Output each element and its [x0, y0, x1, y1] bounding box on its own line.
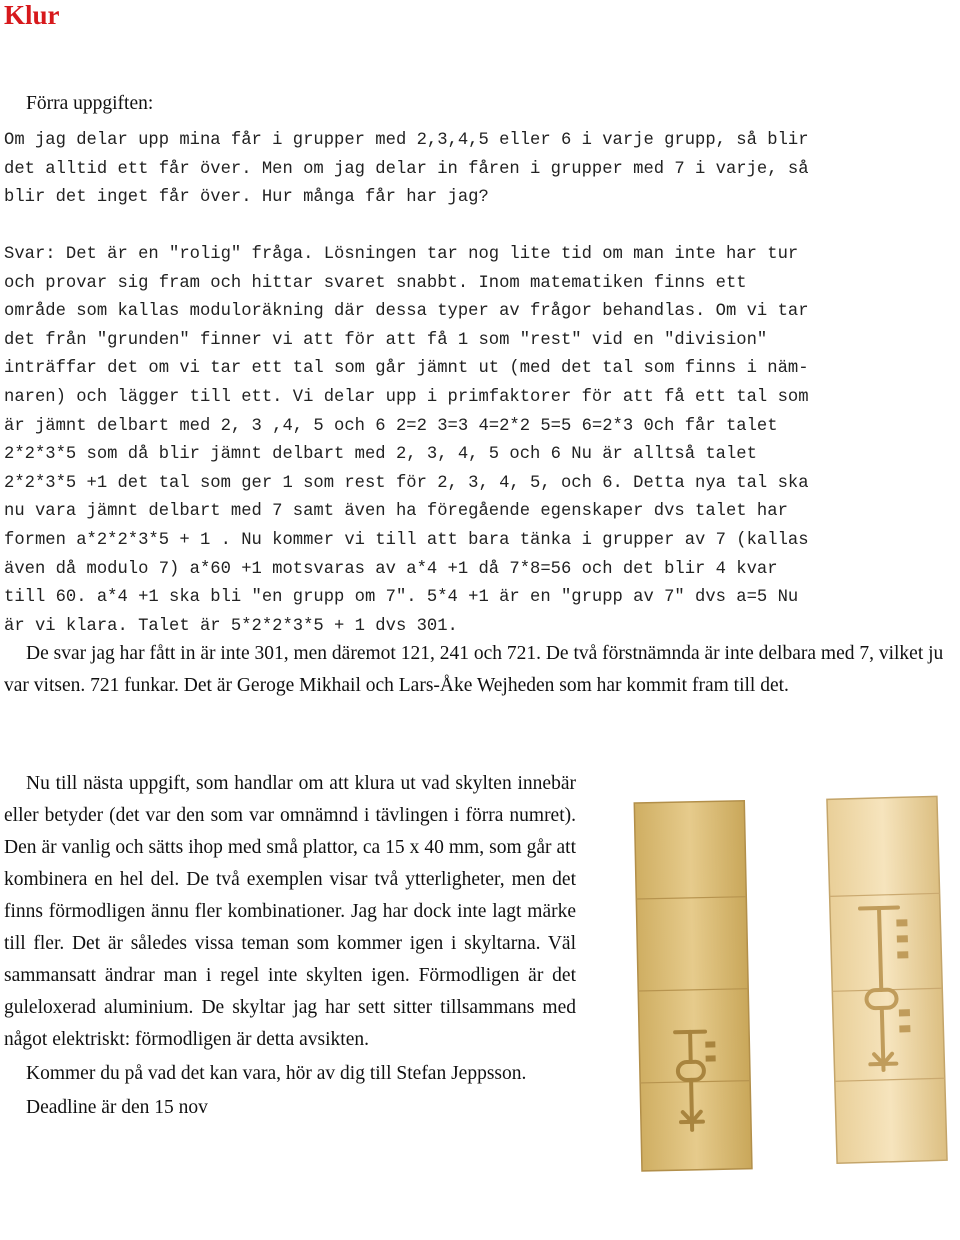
received-answers-paragraph: De svar jag har fått in är inte 301, men däremot 121, 241 och 721. De två förstnämnda är inte delbara med 7, vilket ju var vitsen. 721 funkar. Det är Geroge Mikhail och Lars-Åke Wejheden som har kommit fram till det. — [4, 643, 944, 696]
answer-line: till 60. a*4 +1 ska bli "en grupp om 7". 5*4 +1 är en "grupp av 7" dvs a=5 Nu — [4, 588, 799, 608]
page-title: Klur — [4, 0, 60, 30]
sign-plate-right — [827, 796, 947, 1163]
next-task-column — [4, 768, 576, 1124]
answer-line: 2*2*3*5 som då blir jämnt delbart med 2, 3, 4, 5 och 6 Nu är alltså talet — [4, 445, 757, 465]
previous-question — [4, 127, 934, 213]
question-line: Om jag delar upp mina får i grupper med 2,3,4,5 eller 6 i varje grupp, så blir — [4, 131, 809, 150]
sign-plates-photo — [600, 780, 960, 1180]
answer-line: är vi klara. Talet är 5*2*2*3*5 + 1 dvs 301. — [4, 616, 458, 636]
answer-line: inträffar det om vi tar ett tal som går jämnt ut (med det tal som finns i näm- — [4, 359, 809, 379]
sign-plate-left — [634, 801, 752, 1171]
answer-line: område som kallas moduloräkning där dessa typer av frågor behandlas. Om vi tar — [4, 302, 809, 322]
contact-paragraph: Kommer du på vad det kan vara, hör av dig till Stefan Jeppsson. — [26, 1063, 527, 1084]
previous-answer — [4, 241, 934, 641]
answer-line: naren) och lägger till ett. Vi delar upp i primfaktorer för att få ett tal som — [4, 387, 809, 407]
question-line: blir det inget får över. Hur många får har jag? — [4, 188, 489, 208]
next-task-paragraph: Nu till nästa uppgift, som handlar om att klura ut vad skylten innebär eller betyder (det var den som var omnämnd i tävlingen i förra numret). Den är vanlig och sätts ihop med små plattor, ca 15 x 40 mm, som går att kombinera en hel del. De två exemplen visar två ytterligheter, men det finns förmodligen ännu fler kombinationer. Jag har dock inte lagt märke till fler. Det är således vissa teman som kommer igen i skyltarna. Väl sammansatt ändrar man i regel inte skylten igen. Förmodligen är det guleloxerad aluminium. De skyltar jag har sett sitter tillsammans med något elektriskt: förmodligen är detta avsikten. — [4, 773, 576, 1050]
answer-line: Svar: Det är en "rolig" fråga. Lösningen tar nog lite tid om man inte har tur — [4, 245, 799, 264]
answer-line: är jämnt delbart med 2, 3 ,4, 5 och 6 2=2 3=3 4=2*2 5=5 6=2*3 0ch får talet — [4, 416, 778, 436]
answer-line: även då modulo 7) a*60 +1 motsvaras av a*4 +1 då 7*8=56 och det blir 4 kvar — [4, 559, 778, 579]
deadline-text: Deadline är den 15 nov — [26, 1097, 208, 1118]
previous-task-heading: Förra uppgiften: — [26, 93, 154, 114]
answer-line: det från "grunden" finner vi att för att få 1 som "rest" vid en "division" — [4, 330, 768, 350]
answer-line: nu vara jämnt delbart med 7 samt även ha föregående egenskaper dvs talet har — [4, 502, 788, 522]
answer-line: formen a*2*2*3*5 + 1 . Nu kommer vi till att bara tänka i grupper av 7 (kallas — [4, 530, 809, 550]
answer-line: 2*2*3*5 +1 det tal som ger 1 som rest för 2, 3, 4, 5, och 6. Detta nya tal ska — [4, 473, 809, 493]
answer-line: och provar sig fram och hittar svaret snabbt. Inom matematiken finns ett — [4, 273, 747, 293]
question-line: det alltid ett får över. Men om jag delar in fåren i grupper med 7 i varje, så — [4, 159, 809, 179]
